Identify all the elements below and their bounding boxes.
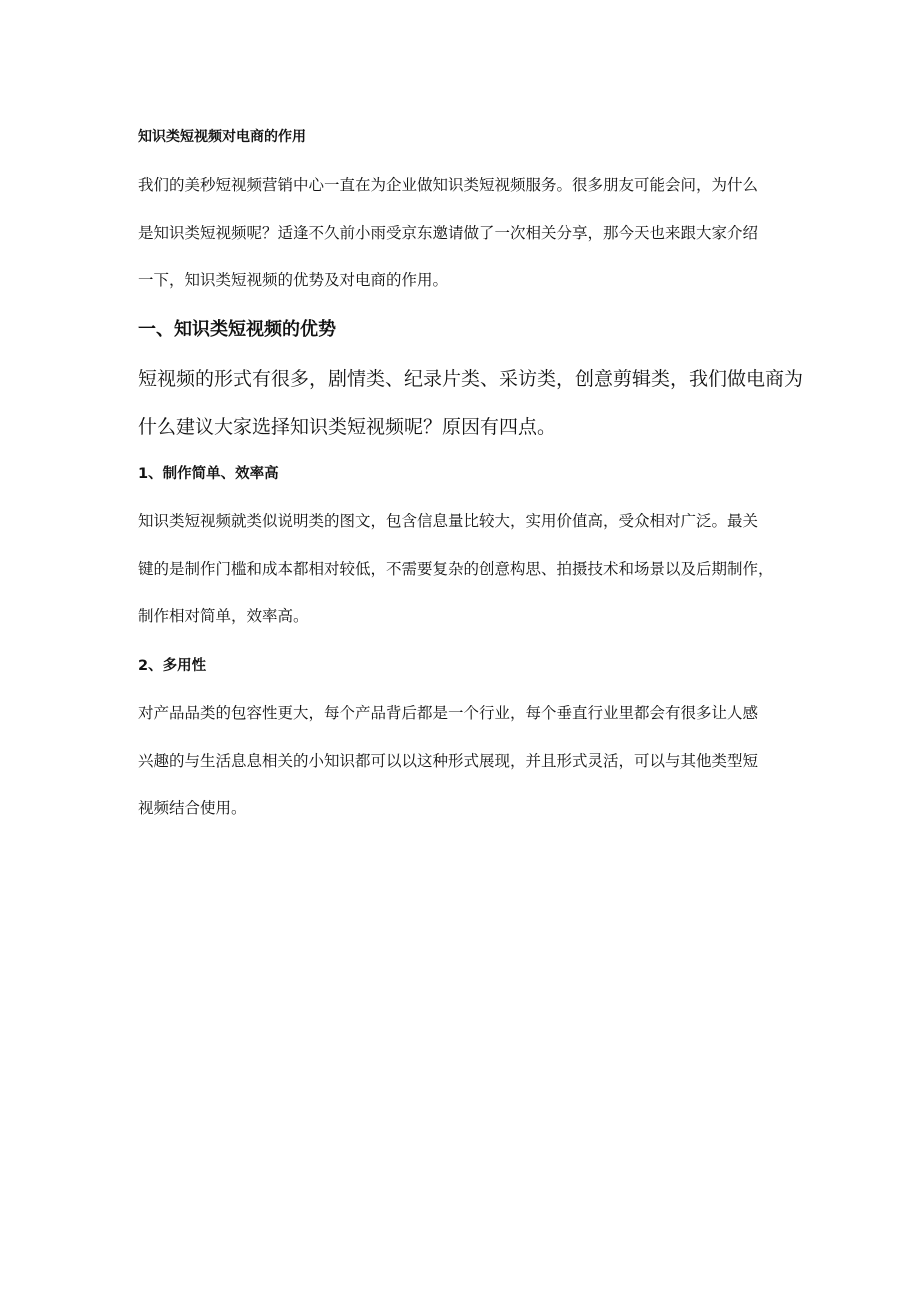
paragraph-line: 什么建议大家选择知识类短视频呢？原因有四点。 [138,416,557,438]
point-paragraph [138,498,774,641]
paragraph-line: 短视频的形式有很多，剧情类、纪录片类、采访类，创意剪辑类，我们做电商为 [138,368,804,390]
intro-paragraph [138,162,758,305]
paragraph-line: 视频结合使用。 [138,799,247,817]
point-paragraph [138,690,758,833]
paragraph-line: 制作相对简单，效率高。 [138,607,309,625]
point-heading: 1、制作简单、效率高 [138,466,279,482]
paragraph-line: 一下，知识类短视频的优势及对电商的作用。 [138,271,449,289]
paragraph-line: 是知识类短视频呢？适逢不久前小雨受京东邀请做了一次相关分享，那今天也来跟大家介绍 [138,223,759,242]
section-heading: 一、知识类短视频的优势 [138,319,336,340]
paragraph-line: 兴趣的与生活息息相关的小知识都可以以这种形式展现，并且形式灵活，可以与其他类型短 [138,751,759,770]
paragraph-line: 对产品品类的包容性更大，每个产品背后都是一个行业，每个垂直行业里都会有很多让人感 [138,704,759,722]
document-title: 知识类短视频对电商的作用 [138,129,306,145]
point-heading: 2、多用性 [138,658,207,674]
paragraph-line: 我们的美秒短视频营销中心一直在为企业做知识类短视频服务。很多朋友可能会问，为什么 [138,176,759,194]
paragraph-line: 键的是制作门槛和成本都相对较低，不需要复杂的创意构思、拍摄技术和场景以及后期制作， [138,559,774,578]
paragraph-line: 知识类短视频就类似说明类的图文，包含信息量比较大，实用价值高，受众相对广泛。最关 [138,512,759,530]
section-lead-paragraph [138,355,803,451]
